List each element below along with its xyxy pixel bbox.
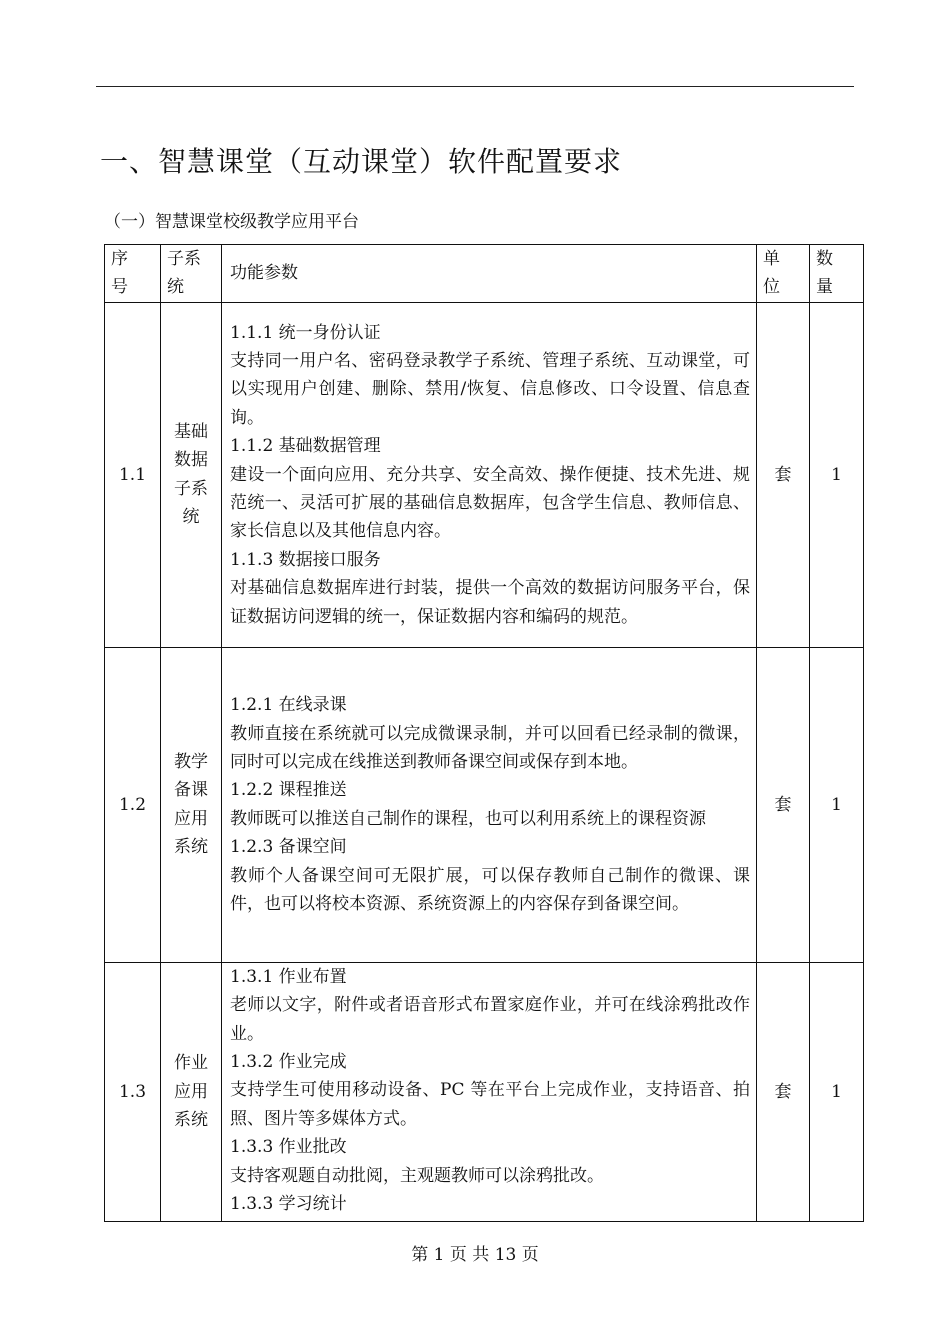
row-seq: 1.1 [105,302,161,647]
table-row [105,962,864,1221]
row-unit: 套 [757,647,810,962]
section-title: （一）智慧课堂校级教学应用平台 [104,212,359,232]
item-title: 1.1.1 统一身份认证 [230,322,381,343]
item-desc: 支持同一用户名、密码登录教学子系统、管理子系统、互动课堂，可以实现用户创建、删除、禁用/恢复、信息修改、口令设置、信息查询。 [230,350,750,428]
item-desc: 教师个人备课空间可无限扩展，可以保存教师自己制作的微课、课件，也可以将校本资源、系统资源上的内容保存到备课空间。 [230,865,750,915]
table-row [105,647,864,962]
table-header-row [105,245,864,303]
item-title: 1.1.2 基础数据管理 [230,436,381,457]
row-unit: 套 [757,962,810,1221]
item-title: 1.2.2 课程推送 [230,780,347,801]
item-title: 1.1.3 数据接口服务 [230,549,381,570]
header-subsystem: 子系 统 [161,245,222,303]
item-title: 1.2.3 备课空间 [230,837,347,858]
item-title: 1.2.1 在线录课 [230,695,347,716]
item-desc: 建设一个面向应用、充分共享、安全高效、操作便捷、技术先进、规范统一、灵活可扩展的基础信息数据库，包含学生信息、教师信息、家长信息以及其他信息内容。 [230,464,750,542]
header-seq: 序 号 [105,245,161,303]
item-title: 1.3.1 作业布置 [230,966,347,987]
item-desc: 教师既可以推送自己制作的课程，也可以利用系统上的课程资源 [230,808,706,829]
item-title: 1.3.3 学习统计 [230,1194,347,1215]
header-unit: 单 位 [757,245,810,303]
item-desc: 支持客观题自动批阅，主观题教师可以涂鸦批改。 [230,1165,604,1186]
header-function: 功能参数 [222,245,757,303]
row-subsystem: 基础 数据 子系 统 [161,302,222,647]
header-qty: 数 量 [810,245,864,303]
item-desc: 支持学生可使用移动设备、PC 等在平台上完成作业，支持语音、拍照、图片等多媒体方式。 [230,1080,750,1129]
item-title: 1.3.2 作业完成 [230,1052,347,1073]
row-function [222,962,757,1221]
page-footer: 第 1 页 共 13 页 [411,1245,539,1265]
table-row [105,302,864,647]
spec-table [104,244,864,1222]
row-subsystem: 作业 应用 系统 [161,962,222,1221]
item-title: 1.3.3 作业批改 [230,1137,347,1158]
row-seq: 1.2 [105,647,161,962]
row-seq: 1.3 [105,962,161,1221]
item-desc: 对基础信息数据库进行封装，提供一个高效的数据访问服务平台，保证数据访问逻辑的统一，保证数据内容和编码的规范。 [230,578,750,627]
row-qty: 1 [810,302,864,647]
header-rule [96,86,854,87]
row-function [222,302,757,647]
page-title: 一、智慧课堂（互动课堂）软件配置要求 [100,145,623,178]
row-qty: 1 [810,647,864,962]
row-subsystem: 教学 备课 应用 系统 [161,647,222,962]
row-function [222,647,757,962]
item-desc: 老师以文字，附件或者语音形式布置家庭作业，并可在线涂鸦批改作业。 [230,995,750,1044]
row-unit: 套 [757,302,810,647]
row-qty: 1 [810,962,864,1221]
item-desc: 教师直接在系统就可以完成微课录制，并可以回看已经录制的微课，同时可以完成在线推送到教师备课空间或保存到本地。 [230,723,750,772]
